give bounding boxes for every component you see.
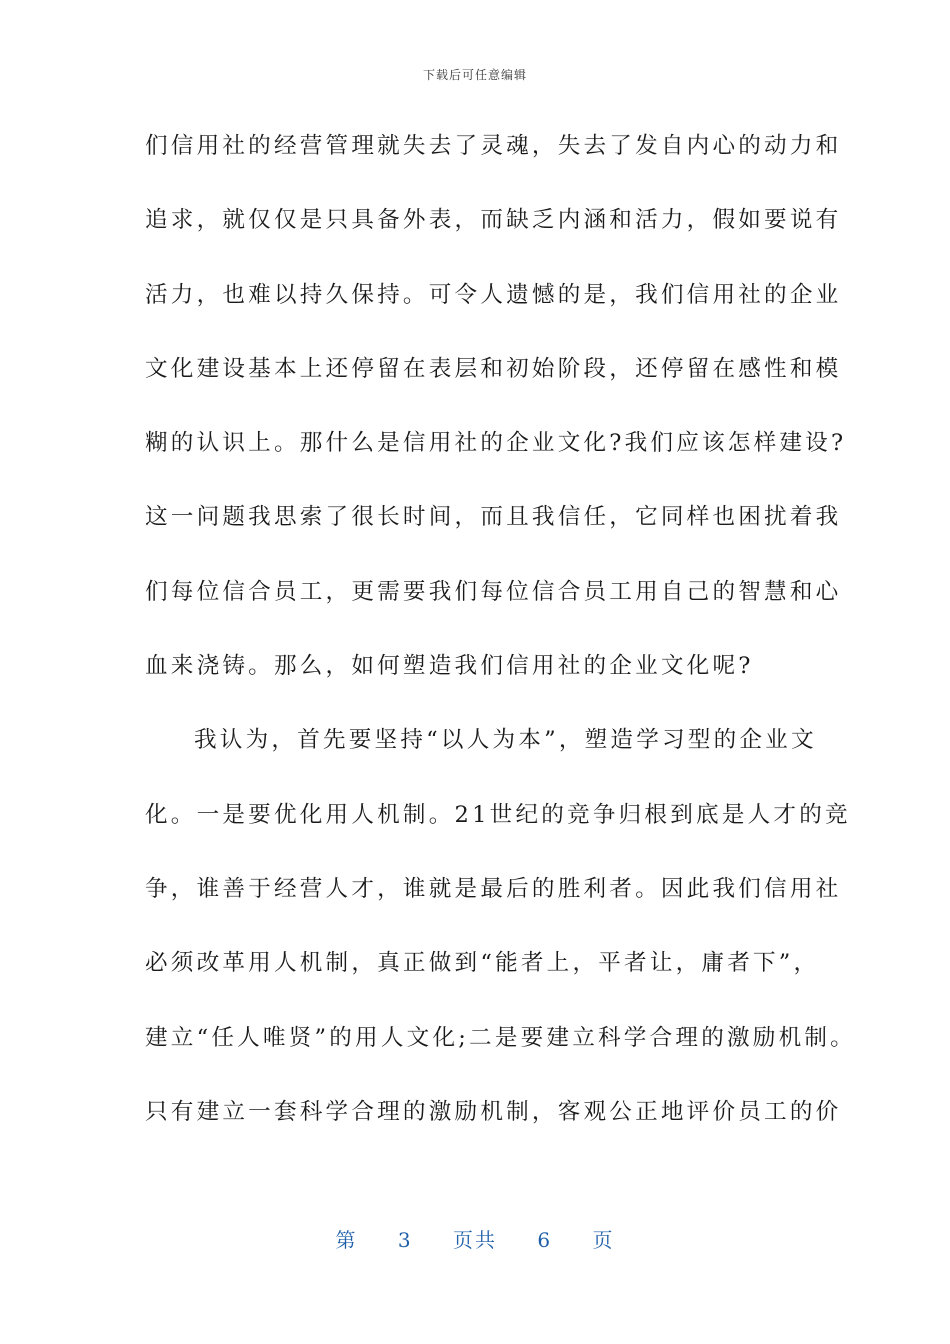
text-line: 们每位信合员工，更需要我们每位信合员工用自己的智慧和心 bbox=[145, 578, 842, 605]
footer-page-number: 3 bbox=[397, 1228, 413, 1252]
paragraph-start-line: 我认为，首先要坚持“以人为本”，塑造学习型的企业文 bbox=[194, 727, 817, 754]
text-line: 活力，也难以持久保持。可令人遗憾的是，我们信用社的企业 bbox=[145, 281, 842, 308]
footer-suffix: 页 bbox=[592, 1228, 615, 1252]
text-line: 这一问题我思索了很长时间，而且我信任，它同样也困扰着我 bbox=[145, 504, 842, 531]
text-line: 血来浇铸。那么，如何塑造我们信用社的企业文化呢? bbox=[145, 653, 754, 680]
text-line: 必须改革用人机制，真正做到“能者上，平者让，庸者下”， bbox=[145, 950, 820, 977]
text-line: 追求，就仅仅是只具备外表，而缺乏内涵和活力，假如要说有 bbox=[145, 207, 842, 234]
text-line: 们信用社的经营管理就失去了灵魂，失去了发自内心的动力和 bbox=[145, 133, 842, 159]
text-line: 糊的认识上。那什么是信用社的企业文化?我们应该怎样建设? bbox=[145, 430, 847, 457]
footer-prefix: 第 bbox=[335, 1228, 358, 1252]
page-header: 下载后可任意编辑 bbox=[422, 68, 527, 82]
footer-total-pages: 6 bbox=[537, 1228, 553, 1252]
text-line: 化。一是要优化用人机制。21世纪的竞争归根到底是人才的竞 bbox=[145, 801, 851, 828]
text-line: 文化建设基本上还停留在表层和初始阶段，还停留在感性和模 bbox=[145, 355, 842, 382]
text-line: 建立“任人唯贤”的用人文化;二是要建立科学合理的激励机制。 bbox=[145, 1024, 856, 1051]
text-line: 争，谁善于经营人才，谁就是最后的胜利者。因此我们信用社 bbox=[145, 875, 842, 902]
text-line: 只有建立一套科学合理的激励机制，客观公正地评价员工的价 bbox=[145, 1098, 842, 1125]
document-body bbox=[145, 122, 856, 1162]
page-footer bbox=[0, 1224, 950, 1253]
footer-middle: 页共 bbox=[453, 1228, 497, 1252]
